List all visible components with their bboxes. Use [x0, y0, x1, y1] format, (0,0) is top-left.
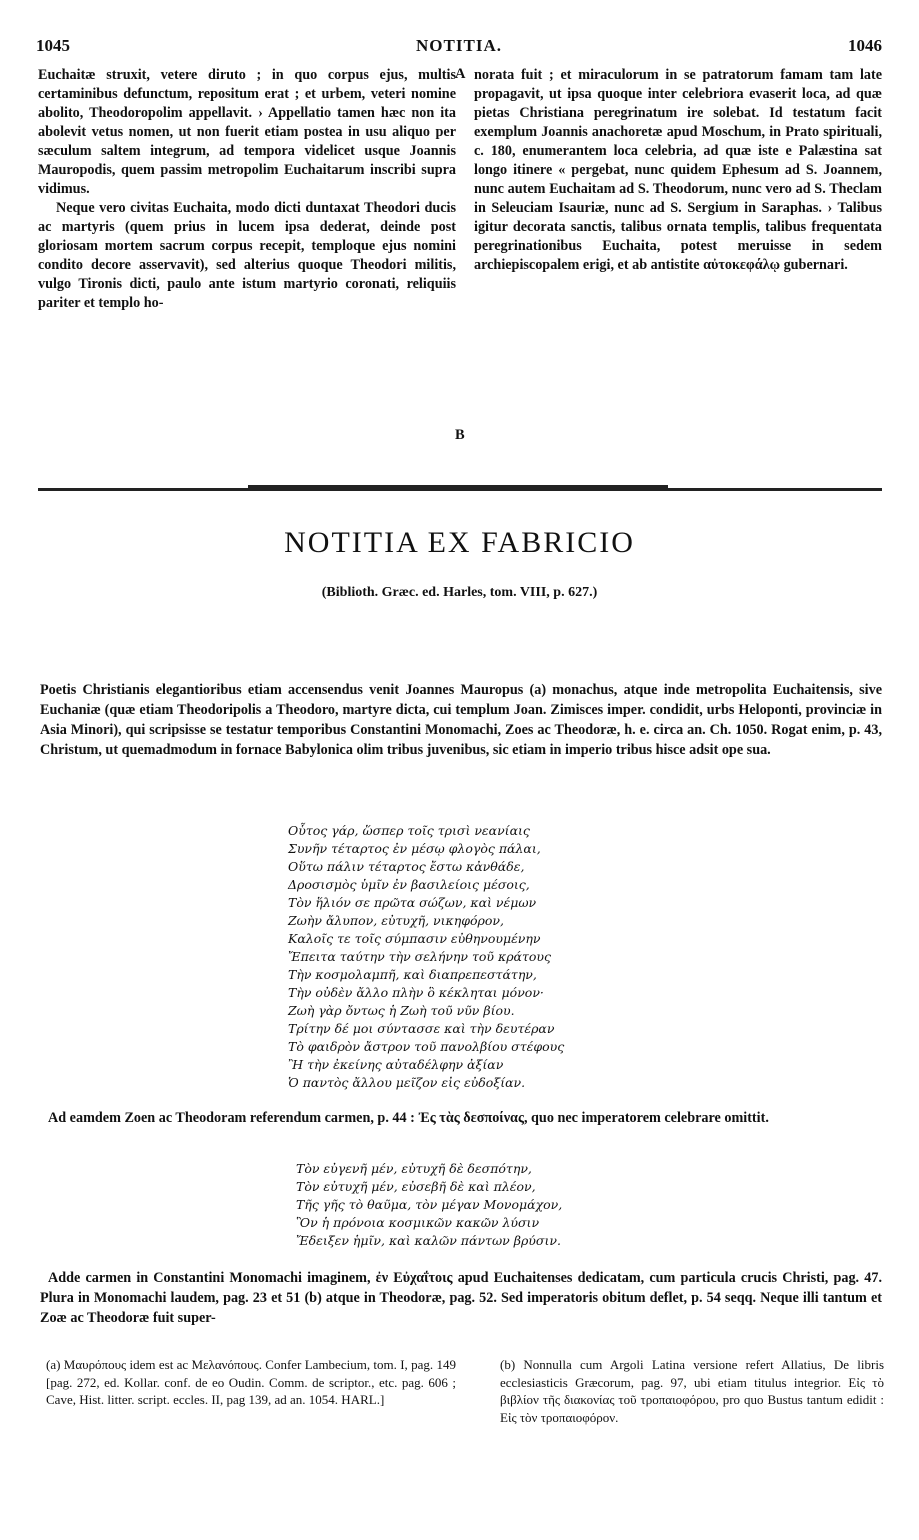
footnote-b	[500, 1356, 884, 1426]
page-number-left: 1045	[36, 36, 70, 55]
column-marker-a: A	[455, 66, 466, 82]
verse-line: Τῆς γῆς τὸ θαῦμα, τὸν μέγαν Μονομάχον,	[296, 1197, 563, 1212]
section-title: NOTITIA EX FABRICIO	[284, 526, 635, 559]
body-paragraph-2: Ad eamdem Zoen ac Theodoram referendum carmen, p. 44 : Ἐς τὰς δεσποίνας, quo nec imperatorem celebrare omittit.	[48, 1110, 769, 1126]
verse-line: Τρίτην δέ μοι σύντασσε καὶ τὴν δευτέραν	[288, 1021, 555, 1036]
verse-line: Καλοῖς τε τοῖς σύμπασιν εὐθηνουμένην	[288, 931, 541, 946]
verse-line: Ὁ παντὸς ἄλλου μεῖζον εἰς εὐδοξίαν.	[288, 1075, 526, 1090]
verse-line: Ἢ τὴν ἐκείνης αὐταδέλφην ἀξίαν	[288, 1057, 504, 1072]
verse-line: Ἔδειξεν ἡμῖν, καὶ καλῶν πάντων βρύσιν.	[296, 1233, 561, 1248]
left-paragraph-2: Neque vero civitas Euchaita, modo dicti duntaxat Theodori ducis ac martyris (quem prius in lucem ipsa dederat, deinde post gloriosam mortem sacrum corpus recepit, temploque ejus nomini condito decore asservavit), sed alterius quoque Theodori militis, vulgo Tironis dicti, paulo ante istum martyrio coronati, reliquiis pariter et templo ho-	[38, 200, 456, 311]
right-column	[474, 66, 882, 275]
left-column	[38, 66, 456, 313]
page-header	[36, 36, 882, 62]
right-paragraph-1: norata fuit ; et miraculorum in se patratorum famam tam late propagavit, ut ipsa quoque inter celebriora evaserit loca, ad quæ pietas Christiana peregrinatum ire solebat. Id testatum facit exemplum Joannis anachoretæ apud Moschum, in Prato spirituali, c. 180, enumerantem loca celebria, ad quæ iste e Palæstina sat longo itinere « pergebat, nunc quidem Ephesum ad S. Joannem, nunc autem Euchaitam ad S. Theodorum, nunc vero ad S. Theclam in Seleuciam Isauriæ, nunc ad S. Sergium in Saraphas. › Talibus igitur decorata sanctis, talibus ornata templis, talibus frequentata peregrinationibus Euchaita, potest meruisse in sedem archiepiscopalem erigi, et ab antistite αὐτοκεφάλῳ gubernari.	[474, 67, 882, 273]
verse-line: Ζωὴ γὰρ ὄντως ἡ Ζωὴ τοῦ νῦν βίου.	[288, 1003, 515, 1018]
left-paragraph-1: Euchaitæ struxit, vetere diruto ; in quo corpus ejus, multis certaminibus defunctum, repositum erat ; et urbem, veteri nomine abolito, Theodoropolim appellavit. › Appellatio tamen hæc non ita abolevit vetus nomen, ut non fuerit etiam postea in usu aliquo per sæculum saltem integrum, ad tempora videlicet usque Joannis Mauropodis, quem passim metropolim Euchaitarum inscribi supra vidimus.	[38, 67, 456, 197]
page-number-right: 1046	[848, 36, 882, 55]
column-marker-b: B	[455, 427, 465, 443]
verse-block-1	[288, 822, 564, 1092]
verse-line: Τὸν ἥλιόν σε πρῶτα σώζων, καὶ νέμων	[288, 895, 537, 910]
verse-line: Ὃν ἡ πρόνοια κοσμικῶν κακῶν λύσιν	[296, 1215, 540, 1230]
running-title: NOTITIA.	[416, 36, 502, 55]
footnote-b-text: (b) Nonnulla cum Argoli Latina versione refert Allatius, De libris ecclesiasticis Græcorum, pag. 97, ubi etiam titulus integrior. Εἰς τὸ βιβλίον τῆς διακονίας τοῦ τροπαιοφόρου, pro quo Bustus tantum edidit : Εἰς τὸν τροπαιοφόρον.	[500, 1357, 884, 1425]
verse-line: Τὴν οὐδὲν ἄλλο πλὴν ὃ κέκληται μόνον·	[288, 985, 544, 1000]
verse-line: Οὗτος γάρ, ὥσπερ τοῖς τρισὶ νεανίαις	[288, 823, 530, 838]
verse-line: Συνῆν τέταρτος ἐν μέσῳ φλογὸς πάλαι,	[288, 841, 541, 856]
verse-line: Ἔπειτα ταύτην τὴν σελήνην τοῦ κράτους	[288, 949, 552, 964]
section-divider	[38, 488, 882, 491]
verse-block-2	[296, 1160, 562, 1250]
verse-line: Ζωὴν ἄλυπον, εὐτυχῆ, νικηφόρον,	[288, 913, 504, 928]
verse-line: Τὸν εὐτυχῆ μέν, εὐσεβῆ δὲ καὶ πλέον,	[296, 1179, 536, 1194]
verse-line: Οὕτω πάλιν τέταρτος ἔστω κἀνθάδε,	[288, 859, 525, 874]
body-paragraph-1: Poetis Christianis elegantioribus etiam accensendus venit Joannes Mauropus (a) monachus, atque inde metropolita Euchaitensis, sive Euchaniæ (quæ etiam Theodoripolis a Theodoro, martyre dicta, cui templum Joan. Zimisces imper. condidit, urbs Heloponti, provinciæ in Asia Minori), qui scripsisse se testatur temporibus Constantini Monomachi, Zoes ac Theodoræ, h. e. circa an. Ch. 1050. Rogat enim, p. 43, Christum, ut quemadmodum in fornace Babylonica olim tribus juvenibus, sic etiam in imperio tribus hisce adsit ope sua.	[40, 682, 882, 758]
body-paragraph-3: Adde carmen in Constantini Monomachi imaginem, ἐν Εὐχαΐτοις apud Euchaitenses dedicatam, cum particula crucis Christi, pag. 47. Plura in Monomachi laudem, pag. 23 et 51 (b) atque in Theodoræ, pag. 52. Sed imperatoris obitum deflet, p. 54 seqq. Neque illi tantum et Zoæ ac Theodoræ fuit super-	[40, 1270, 882, 1326]
verse-line: Τὸν εὐγενῆ μέν, εὐτυχῆ δὲ δεσπότην,	[296, 1161, 532, 1176]
footnote-a-text: (a) Μαυρόπους idem est ac Μελανόπους. Confer Lambecium, tom. I, pag. 149 [pag. 272, ed. Kollar. conf. de eo Oudin. Comm. de scriptor., etc. pag. 606 ; Cave, Hist. litter. script. eccles. II, pag 139, ad an. 1054. HARL.]	[46, 1357, 456, 1407]
verse-line: Δροσισμὸς ὑμῖν ἐν βασιλείοις μέσοις,	[288, 877, 530, 892]
verse-line: Τὸ φαιδρὸν ἄστρον τοῦ πανολβίου στέφους	[288, 1039, 565, 1054]
footnote-a	[46, 1356, 456, 1409]
section-subtitle: (Biblioth. Græc. ed. Harles, tom. VIII, p. 627.)	[321, 585, 598, 600]
verse-line: Τὴν κοσμολαμπῆ, καὶ διαπρεπεστάτην,	[288, 967, 537, 982]
divider-center-line	[248, 485, 668, 489]
